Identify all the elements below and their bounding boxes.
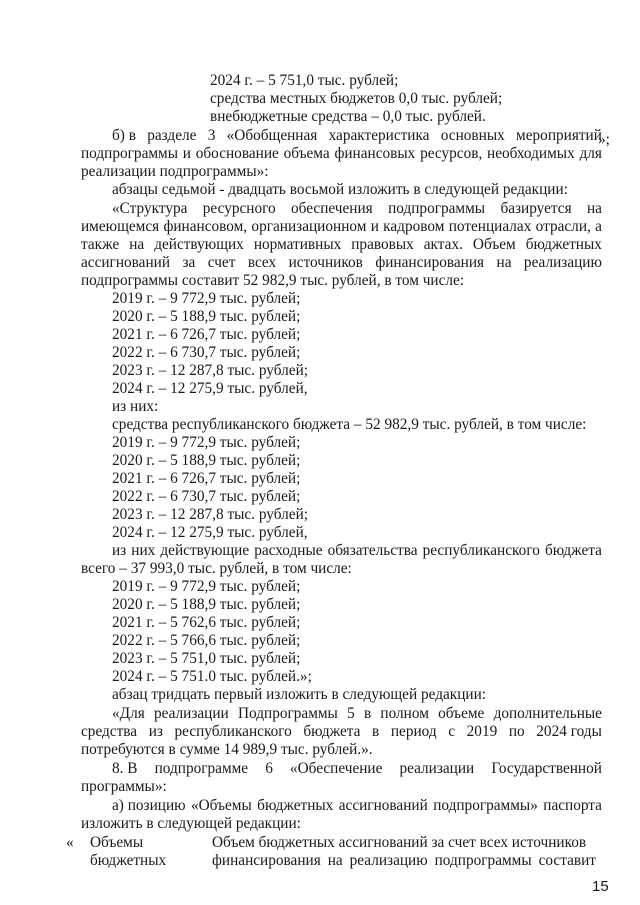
year-line: 2020 г. – 5 188,9 тыс. рублей; [112,596,301,613]
word: период [390,723,437,740]
year-line: 2019 г. – 9 772,9 тыс. рублей; [112,578,301,595]
justified-line [81,254,602,272]
word: необходимых [487,145,575,162]
word: 6 [265,760,273,777]
word: актах. [423,236,463,253]
word: на [586,200,602,217]
word: финансовом, [163,218,248,235]
word: из [112,542,127,559]
word: них [131,542,156,559]
word: подпрограмме [154,760,249,777]
justified-line [112,200,602,218]
year-line: 2024 г. – 12 275,9 тыс. рублей, [112,380,308,397]
word: кадровом [383,218,445,235]
word: из [148,723,163,740]
table-quote-mark: « [66,834,74,851]
justified-line [112,542,602,560]
word: 3 [207,127,216,144]
word: 5 [347,705,355,722]
word: 8. В [112,760,138,777]
word: реализации [399,760,475,777]
word: расходные [254,542,323,559]
word: объеме [438,705,485,722]
word: подпрограммы [388,200,486,217]
year-line: 2022 г. – 6 730,7 тыс. рублей; [112,488,301,505]
word: и [182,145,191,162]
text-line: реализации подпрограммы»: [81,163,269,180]
word: объема [283,145,330,162]
word: на [496,254,512,271]
word: паспорта [543,797,602,814]
word: средства [81,723,138,740]
justified-line [112,705,602,723]
word: Государственной [491,760,602,777]
year-line: 2024 г. – 12 275,9 тыс. рублей, [112,524,308,541]
word: для [579,145,602,162]
year-line: 2020 г. – 5 188,9 тыс. рублей; [112,452,301,469]
word: «Обобщенная [226,127,318,144]
word: действующие [160,542,250,559]
word: имеющемся [81,218,160,235]
word: «Для [112,705,145,722]
word: составит [538,852,596,869]
word: нормативных [253,236,342,253]
text-line: внебюджетные средства – 0,0 тыс. рублей. [210,108,486,125]
word: источников [288,254,363,271]
word: полном [380,705,429,722]
justified-line [81,723,602,741]
year-line: 2021 г. – 6 726,7 тыс. рублей; [112,470,301,487]
word: подпрограммы [434,852,532,869]
text-line: »; [598,131,610,148]
word: обеспечения [291,200,373,217]
word: действующих [154,236,244,253]
word: подпрограммы [81,145,179,162]
word: 2019 [466,723,498,740]
word: характеристика [328,127,430,144]
justified-line [112,797,602,815]
year-line: 2024 г. – 5 751.0 тыс. рублей.»; [112,668,312,685]
justified-line [81,236,602,254]
text-line: изложить в следующей редакции: [81,815,301,832]
justified-line [112,760,602,778]
word: Объем [472,236,516,253]
word: отрасли, [535,218,591,235]
word: обязательства [327,542,418,559]
word: разделе [147,127,197,144]
word: подпрограммы» [433,797,538,814]
year-line: 2022 г. – 5 766,6 тыс. рублей; [112,632,301,649]
word: на [129,236,145,253]
word: основных [440,127,505,144]
word: бюджета [303,723,361,740]
word: республиканского [422,542,540,559]
word: финансирования [212,852,321,869]
table-cell-text: Объем бюджетных ассигнований за счет всех источников [212,834,587,851]
word: всех [247,254,277,271]
word: базируется [500,200,572,217]
text-line: всего – 37 993,0 тыс. рублей, в том числе: [81,560,352,577]
text-line: абзацы седьмой - двадцать восьмой изложить в следующей редакции: [112,181,568,198]
word: «Обеспечение [289,760,383,777]
page-number: 15 [592,878,609,895]
word: финансовых [334,145,416,162]
word: ассигнований [81,254,171,271]
year-line: 2022 г. – 6 730,7 тыс. рублей; [112,344,301,361]
word: в [372,723,380,740]
word: обоснование [195,145,279,162]
word: организационном [251,218,367,235]
word: «Структура [112,200,188,217]
text-line: средства республиканского бюджета – 52 982,9 тыс. рублей, в том числе: [112,416,587,433]
text-line: из них: [112,398,159,415]
year-line: 2021 г. – 6 726,7 тыс. рублей; [112,326,301,343]
justified-line [81,145,602,163]
word: потенциалах [448,218,532,235]
year-line: 2019 г. – 9 772,9 тыс. рублей; [112,434,301,451]
word: республиканского [174,723,292,740]
word: «Объемы [190,797,252,814]
year-line: 2021 г. – 5 762,6 тыс. рублей; [112,614,301,631]
text-line: 2024 г. – 5 751,0 тыс. рублей; [210,72,399,89]
year-line: 2023 г. – 12 287,8 тыс. рублей; [112,362,309,379]
word: б) в [112,127,136,144]
year-line: 2019 г. – 9 772,9 тыс. рублей; [112,290,301,307]
word: за [182,254,196,271]
text-line: абзац тридцать первый изложить в следующей редакции: [112,686,487,703]
word: счет [207,254,236,271]
year-line: 2023 г. – 5 751,0 тыс. рублей; [112,650,301,667]
word: ассигнований [338,797,428,814]
word: бюджетных [525,236,602,253]
word: Подпрограммы [237,705,338,722]
table-cell-label: Объемы [90,834,144,851]
justified-line [212,852,596,870]
word: бюджетных [257,797,334,814]
word: бюджета [544,542,602,559]
text-line: потребуются в сумме 14 989,9 тыс. рублей.». [81,741,373,758]
text-line: программы»: [81,778,167,795]
word: ресурсов, [420,145,483,162]
year-line: 2020 г. – 5 188,9 тыс. рублей; [112,308,301,325]
year-line: 2023 г. – 12 287,8 тыс. рублей; [112,506,309,523]
word: 2024 годы [536,723,602,740]
word: и [370,218,379,235]
word: реализацию [523,254,602,271]
justified-line [81,218,602,236]
word: правовых [351,236,414,253]
word: а [595,218,602,235]
text-line: средства местных бюджетов 0,0 тыс. рублей; [210,90,503,107]
word: на [327,852,343,869]
word: а) позицию [112,797,186,814]
word: в [363,705,372,722]
word: ресурсного [202,200,276,217]
word: по [508,723,525,740]
word: мероприятий [516,127,602,144]
word: финансирования [375,254,485,271]
word: реализации [153,705,229,722]
word: с [448,723,456,740]
word: реализацию [349,852,428,869]
text-line: подпрограммы составит 52 982,9 тыс. рублей, в том числе: [81,272,465,289]
table-cell-label: бюджетных [90,852,167,869]
word: дополнительные [493,705,602,722]
word: также [81,236,120,253]
justified-line [112,127,602,145]
